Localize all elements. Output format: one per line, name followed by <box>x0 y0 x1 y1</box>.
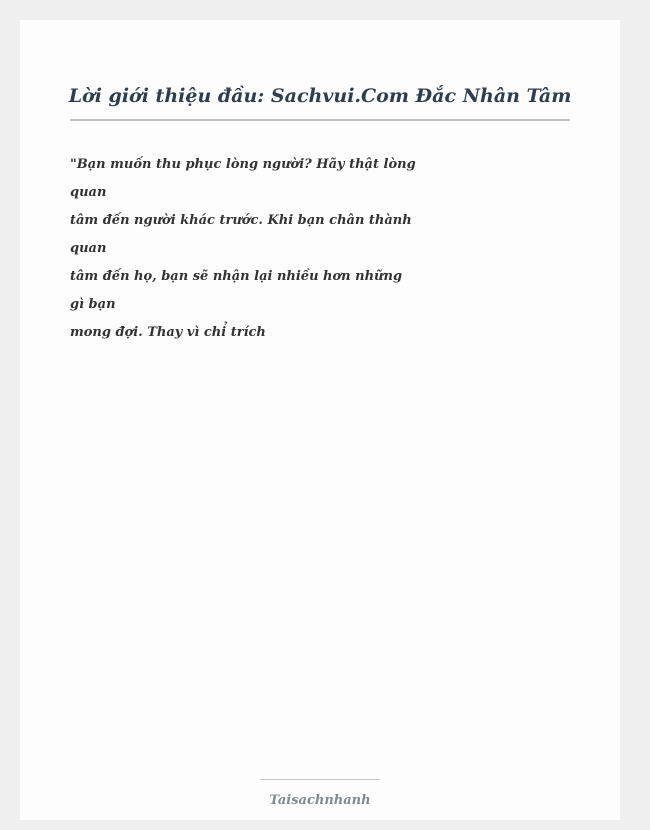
text-line: "Bạn muốn thu phục lòng người? Hãy thật lòng <box>70 157 416 172</box>
page-title: Lời giới thiệu đầu: Sachvui.Com Đắc Nhân Tâm <box>68 85 572 107</box>
document-page <box>20 20 620 820</box>
text-line: quan <box>70 185 107 200</box>
footer-divider <box>260 779 380 780</box>
text-line: quan <box>70 241 107 256</box>
title-divider <box>70 119 570 121</box>
text-line: gì bạn <box>70 297 116 312</box>
footer-text: Taisachnhanh <box>269 793 371 808</box>
text-line: tâm đến người khác trước. Khi bạn chân thành <box>70 213 412 228</box>
text-line: mong đợi. Thay vì chỉ trích <box>70 325 266 340</box>
text-line: tâm đến họ, bạn sẽ nhận lại nhiều hơn những <box>70 269 403 284</box>
body-text <box>70 151 416 347</box>
